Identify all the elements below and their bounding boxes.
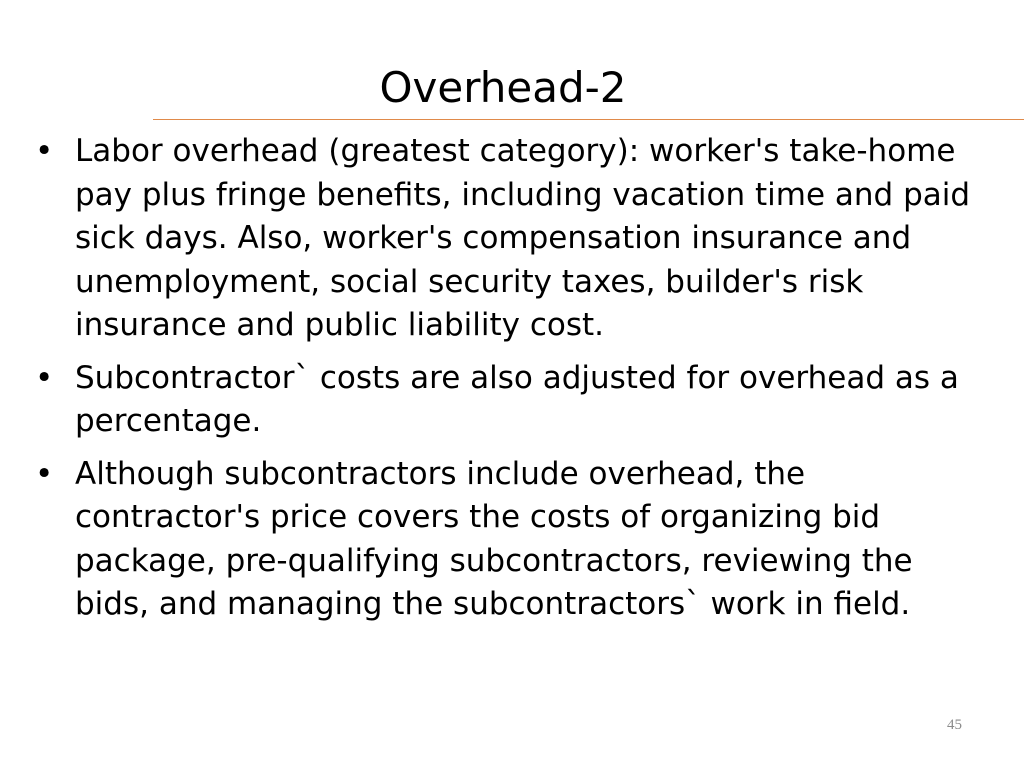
title-divider [153, 119, 1024, 120]
bullet-item [33, 357, 983, 444]
bullet-list [33, 130, 983, 636]
bullet-icon: • [35, 359, 54, 396]
bullet-item [33, 130, 983, 348]
bullet-item [33, 453, 983, 627]
bullet-text: Labor overhead (greatest category): worker's take-home pay plus fringe benefits, including vacation time and paid sick days. Also, worker's compensation insurance and unemployment, social security taxes, builder's risk insurance and public liability cost. [75, 133, 971, 343]
page-number: 45 [947, 717, 962, 733]
slide-title: Overhead-2 [379, 63, 627, 113]
bullet-text: Subcontractor` costs are also adjusted for overhead as a percentage. [75, 359, 959, 439]
bullet-icon: • [35, 133, 54, 169]
bullet-text: Although subcontractors include overhead, the contractor's price covers the costs of organizing bid package, pre-qualifying subcontractors, reviewing the bids, and managing the subcontractors` work in field. [75, 455, 913, 622]
bullet-icon: • [35, 455, 54, 492]
